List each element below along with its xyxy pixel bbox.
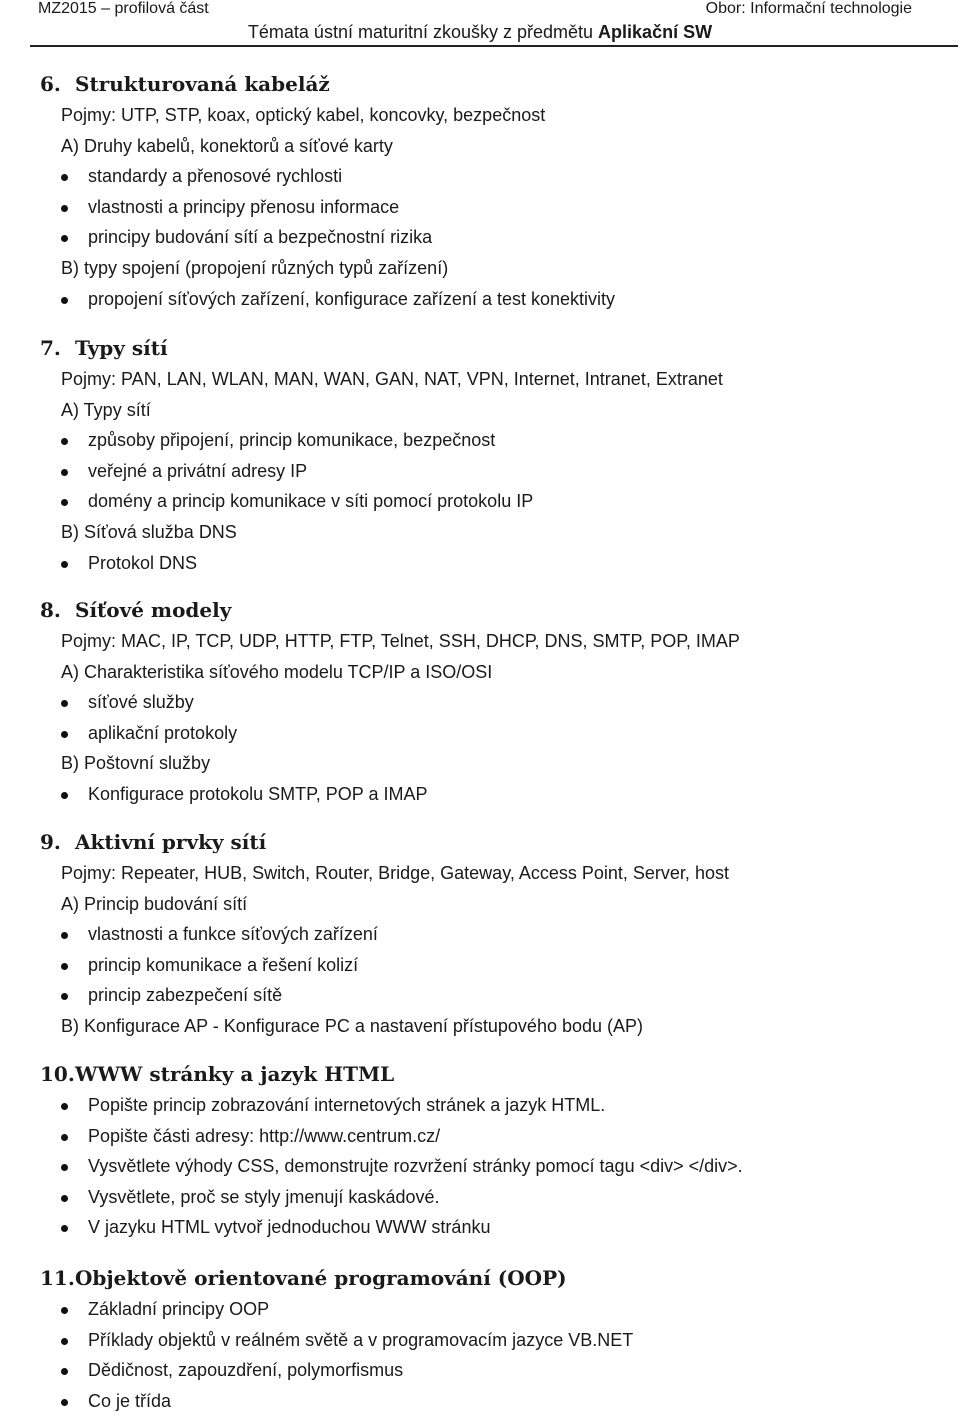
section-title-text: Síťové modely — [75, 598, 232, 622]
bullet-text: principy budování sítí a bezpečnostní rizika — [88, 227, 433, 248]
bullet-dot-icon — [61, 963, 68, 970]
header-title — [0, 22, 960, 43]
subheading-line: B) Síťová služba DNS — [61, 522, 237, 542]
bullet-dot-icon — [61, 993, 68, 1000]
section-title — [40, 336, 168, 360]
header-title-bold: Aplikační SW — [598, 22, 713, 42]
bullet-dot-icon — [61, 1164, 68, 1171]
section-number: 10. — [40, 1062, 75, 1086]
section-title-text: Aktivní prvky sítí — [75, 830, 267, 854]
bullet-dot-icon — [61, 932, 68, 939]
page-header — [0, 0, 960, 46]
bullet-dot-icon — [61, 700, 68, 707]
terms-line: Pojmy: UTP, STP, koax, optický kabel, koncovky, bezpečnost — [61, 105, 546, 125]
bullet-text: Vysvětlete, proč se styly jmenují kaskádové. — [88, 1186, 440, 1207]
bullet-text: vlastnosti a principy přenosu informace — [88, 196, 400, 217]
bullet-dot-icon — [61, 438, 68, 445]
bullet-text: aplikační protokoly — [88, 722, 238, 743]
subheading-line: B) typy spojení (propojení různých typů zařízení) — [61, 258, 449, 278]
bullet-text: síťové služby — [88, 692, 194, 713]
section-title — [40, 72, 330, 96]
bullet-dot-icon — [61, 1103, 68, 1110]
bullet-dot-icon — [61, 499, 68, 506]
section-title-text: WWW stránky a jazyk HTML — [75, 1062, 395, 1086]
bullet-text: vlastnosti a funkce síťových zařízení — [88, 924, 378, 945]
bullet-text: veřejné a privátní adresy IP — [88, 460, 308, 481]
bullet-text: Protokol DNS — [88, 552, 198, 573]
bullet-dot-icon — [61, 792, 68, 799]
header-divider — [30, 45, 958, 47]
bullet-dot-icon — [61, 731, 68, 738]
bullet-text: Základní principy OOP — [88, 1299, 270, 1319]
bullet-dot-icon — [61, 1338, 68, 1345]
terms-line: Pojmy: PAN, LAN, WLAN, MAN, WAN, GAN, NAT, VPN, Internet, Intranet, Extranet — [61, 369, 723, 389]
bullet-dot-icon — [61, 297, 68, 304]
bullet-dot-icon — [61, 561, 68, 568]
subheading-line: A) Druhy kabelů, konektorů a síťové karty — [61, 135, 393, 156]
header-title-prefix: Témata ústní maturitní zkoušky z předmětu — [247, 22, 599, 42]
bullet-dot-icon — [61, 1368, 68, 1375]
section-number: 9. — [40, 830, 61, 854]
bullet-dot-icon — [61, 1195, 68, 1202]
bullet-text: Co je třída — [88, 1390, 172, 1411]
section-number: 6. — [40, 72, 61, 96]
bullet-text: princip komunikace a řešení kolizí — [88, 954, 359, 975]
subheading-line: A) Princip budování sítí — [61, 893, 248, 914]
section-title-text: Typy sítí — [75, 336, 168, 360]
bullet-dot-icon — [61, 1399, 68, 1406]
section-title — [40, 598, 231, 622]
section-title — [40, 1266, 567, 1290]
bullet-dot-icon — [61, 235, 68, 242]
bullet-dot-icon — [61, 1307, 68, 1314]
bullet-dot-icon — [61, 205, 68, 212]
subheading-line: A) Charakteristika síťového modelu TCP/IP a ISO/OSI — [61, 661, 493, 682]
terms-line: Pojmy: MAC, IP, TCP, UDP, HTTP, FTP, Telnet, SSH, DHCP, DNS, SMTP, POP, IMAP — [61, 631, 740, 651]
section-title-text: Strukturovaná kabeláž — [75, 72, 330, 96]
bullet-text: Vysvětlete výhody CSS, demonstrujte rozvržení stránky pomocí tagu <div> </div>. — [88, 1156, 743, 1177]
bullet-text: Dědičnost, zapouzdření, polymorfismus — [88, 1360, 404, 1381]
section-title — [40, 830, 266, 854]
bullet-text: způsoby připojení, princip komunikace, bezpečnost — [88, 430, 496, 451]
bullet-dot-icon — [61, 174, 68, 181]
bullet-dot-icon — [61, 1134, 68, 1141]
section-number: 7. — [40, 336, 61, 360]
header-left-text: MZ2015 – profilová část — [38, 0, 209, 17]
section-number: 8. — [40, 598, 61, 622]
section-title — [40, 1062, 394, 1086]
header-right-text: Obor: Informační technologie — [705, 0, 912, 17]
bullet-text: propojení síťových zařízení, konfigurace zařízení a test konektivity — [88, 288, 616, 309]
section-number: 11. — [40, 1266, 75, 1290]
bullet-dot-icon — [61, 1225, 68, 1232]
section-title-text: Objektově orientované programování (OOP) — [75, 1266, 567, 1290]
subheading-line: B) Poštovní služby — [61, 753, 211, 774]
bullet-dot-icon — [61, 469, 68, 476]
terms-line: Pojmy: Repeater, HUB, Switch, Router, Bridge, Gateway, Access Point, Server, host — [61, 863, 729, 883]
bullet-text: V jazyku HTML vytvoř jednoduchou WWW stránku — [88, 1217, 491, 1238]
bullet-text: Popište části adresy: http://www.centrum.cz/ — [88, 1125, 441, 1146]
bullet-text: Popište princip zobrazování internetových stránek a jazyk HTML. — [88, 1095, 606, 1115]
bullet-text: Konfigurace protokolu SMTP, POP a IMAP — [88, 784, 428, 804]
bullet-text: Příklady objektů v reálném světě a v programovacím jazyce VB.NET — [88, 1329, 634, 1350]
bullet-text: domény a princip komunikace v síti pomocí protokolu IP — [88, 491, 534, 512]
subheading-line: B) Konfigurace AP - Konfigurace PC a nastavení přístupového bodu (AP) — [61, 1016, 644, 1036]
bullet-text: princip zabezpečení sítě — [88, 985, 283, 1006]
bullet-text: standardy a přenosové rychlosti — [88, 166, 343, 187]
subheading-line: A) Typy sítí — [61, 399, 151, 420]
